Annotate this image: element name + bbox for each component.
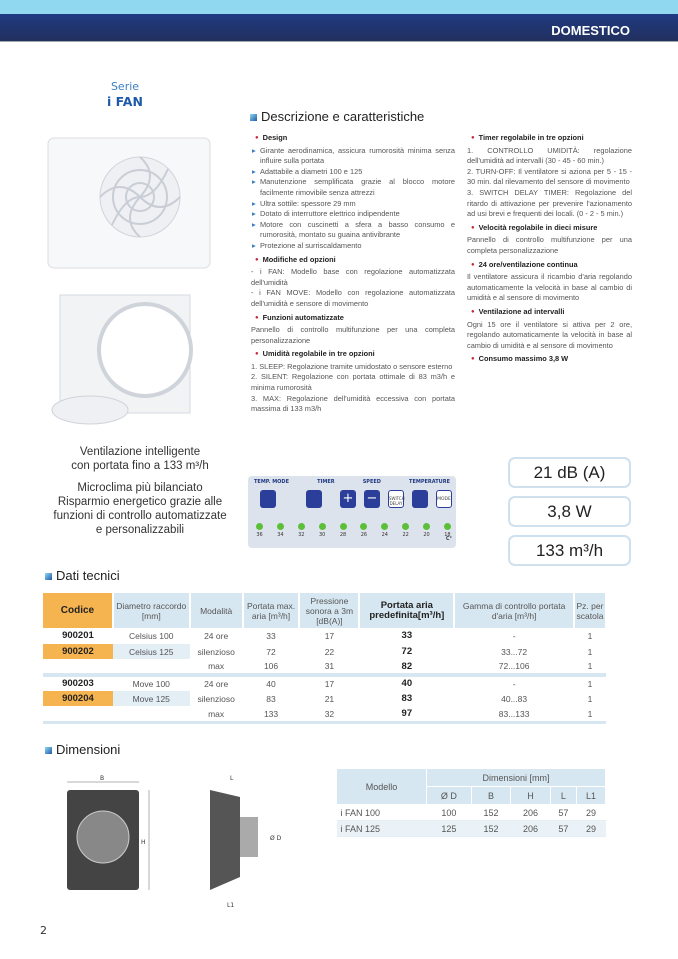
panel-scale-label: 30: [318, 532, 326, 538]
timer-button-icon: [306, 490, 322, 508]
spec-power: 3,8 W: [508, 496, 631, 527]
caption-line: con portata fino a 133 m³/h: [71, 460, 209, 472]
panel-led: [402, 523, 409, 538]
drawing-label-b: B: [100, 775, 105, 782]
feature-text: - i FAN: Modello base con regolazione automatizzata dell'umidità: [251, 267, 455, 287]
cell-max: 133: [243, 706, 300, 722]
feature-bullet: ▸ Dotato di interruttore elettrico indipendente: [251, 209, 455, 220]
feature-bullet: ▸ Girante aerodinamica, assicura rumorosità minima senza influire sulla portata: [251, 146, 455, 167]
feature-text: 1. SLEEP: Regolazione tramite umidostato o sensore esterno: [251, 361, 453, 371]
cell-def: 72: [401, 646, 413, 658]
cell-max: 83: [266, 693, 276, 704]
cell-dim: 57: [550, 821, 576, 837]
plus-icon: +: [340, 490, 356, 508]
description-title: Descrizione e caratteristiche: [261, 109, 425, 124]
feature-bullet: ▸ Adattabile a diametri 100 e 125: [251, 167, 455, 178]
cell-range: -: [454, 675, 574, 691]
table-row: [337, 805, 606, 821]
feature-title: ● Ventilazione ad intervalli: [471, 307, 632, 318]
cell-def: 33: [401, 630, 413, 642]
series-label: Serie: [110, 80, 140, 93]
col-header: Portata max. aria [m³/h]: [243, 593, 300, 628]
panel-led: [360, 523, 367, 538]
col-header: Ø D: [427, 787, 472, 805]
cell-model: [113, 706, 190, 722]
panel-led: [277, 523, 284, 538]
feature-text: 2. SILENT: Regolazione con portata ottimale di 83 m3/h e minima rumorosità: [251, 372, 455, 393]
mode-button: MODE: [436, 490, 452, 508]
feature-text: Pannello di controllo multifunzione per una completa personalizzazione: [467, 235, 632, 255]
col-header: L: [550, 787, 576, 805]
cell-code: 900203: [43, 675, 113, 691]
feature-text: 1. CONTROLLO UMIDITÀ: regolazione dell'umidità ad intervalli (30 - 45 - 60 min.): [467, 145, 632, 166]
cell-dim: 100: [427, 805, 472, 821]
cell-code: 900202: [43, 644, 113, 660]
cell-model: Move 100: [113, 675, 190, 691]
panel-scale-label: 24: [381, 532, 388, 538]
col-header: Modello: [337, 769, 427, 805]
panel-scale-label: 26: [360, 532, 368, 538]
led-icon: [360, 523, 367, 530]
cell-dim: 29: [577, 821, 606, 837]
spec-airflow: 133 m³/h: [508, 535, 631, 566]
caption-line: funzioni di controllo automatizzate: [53, 510, 227, 522]
panel-scale-label: 28: [339, 532, 347, 538]
feature-text: Pannello di controllo multifunzione per una completa personalizzazione: [251, 325, 455, 345]
heading-square-icon: [250, 114, 257, 121]
table-row: [337, 821, 606, 837]
led-icon: [298, 523, 305, 530]
tech-heading: [45, 568, 120, 583]
caption-line: Microclima più bilanciato: [77, 482, 203, 494]
cell-range: 40...83: [501, 693, 528, 704]
cell-db: 32: [299, 706, 359, 722]
cell-max: 33: [266, 630, 276, 641]
cell-mode: silenzioso: [197, 646, 235, 657]
led-icon: [340, 523, 347, 530]
feature-title: ● Umidità regolabile in tre opzioni: [255, 349, 455, 360]
col-header: Modalità: [190, 593, 243, 628]
drawing-label-l1: L1: [227, 902, 235, 909]
header-band: [0, 14, 678, 42]
panel-label: TEMP. MODE: [254, 479, 289, 485]
panel-scale-label: 36: [256, 532, 263, 538]
cell-model: [113, 659, 190, 675]
cell-code: [43, 706, 113, 722]
page-number: 2: [40, 924, 47, 937]
cell-db: 17: [299, 675, 359, 691]
feature-text: - i FAN MOVE: Modello con regolazione automatizzata dell'umidità e sensore di movimento: [251, 288, 455, 308]
col-header: Pressione sonora a 3m [dB(A)]: [299, 593, 359, 628]
panel-led: [319, 523, 326, 538]
cell-max: 40: [243, 675, 300, 691]
feature-title: ● Consumo massimo 3,8 W: [471, 354, 632, 365]
feature-title: ● Design: [255, 133, 455, 144]
description-right-column: [467, 130, 632, 367]
led-icon: [319, 523, 326, 530]
cell-max: 106: [263, 661, 279, 672]
panel-scale-label: 20: [423, 532, 430, 538]
cell-code: 900204: [43, 691, 113, 707]
tech-table: [43, 593, 607, 724]
cell-model: i FAN 100: [337, 805, 427, 821]
cell-mode: max: [190, 706, 243, 722]
panel-scale-label: 18: [444, 532, 451, 538]
minus-icon: −: [364, 490, 380, 508]
panel-led: [423, 523, 430, 538]
cell-code: 900201: [62, 630, 94, 642]
cell-dim: 152: [471, 821, 511, 837]
panel-led: [256, 523, 263, 538]
cell-dim: 29: [577, 805, 606, 821]
cell-pz: 1: [587, 630, 593, 641]
cell-range: 83...133: [454, 706, 574, 722]
table-row: [43, 675, 606, 691]
spec-noise: 21 dB (A): [508, 457, 631, 488]
panel-label: SPEED: [362, 479, 381, 485]
cell-pz: 1: [587, 646, 593, 657]
cell-db: 21: [324, 693, 335, 704]
panel-led: [298, 523, 305, 538]
cell-dim: 206: [511, 805, 551, 821]
feature-text: 3. MAX: Regolazione dell'umidità eccessiva con portata massima di 133 m3/h: [251, 393, 455, 414]
feature-text: Il ventilatore assicura il ricambio d'aria regolando automaticamente la velocità in base al cambio di umidità e al sensore di movimento: [467, 272, 632, 303]
caption-line: Risparmio energetico grazie alle: [57, 496, 223, 508]
cell-pz: 1: [587, 661, 593, 672]
col-header: Dimensioni [mm]: [427, 769, 606, 787]
feature-title: ● Timer regolabile in tre opzioni: [471, 133, 632, 144]
col-header: H: [511, 787, 551, 805]
led-icon: [381, 523, 388, 530]
heading-square-icon: [45, 573, 52, 580]
series-name: i FAN: [107, 94, 143, 109]
header-band-light: [0, 0, 678, 14]
cell-def: 83: [401, 693, 413, 705]
cell-range: -: [512, 630, 516, 641]
tech-title: Dati tecnici: [56, 568, 120, 583]
feature-bullet: ▸ Protezione al surriscaldamento: [251, 241, 455, 252]
cell-db: 31: [324, 661, 335, 672]
cell-dim: 125: [427, 821, 472, 837]
dimension-drawings: [45, 772, 315, 912]
col-header: Pz. per scatola: [574, 593, 606, 628]
table-row: [43, 706, 606, 722]
description-left-column: [251, 130, 455, 415]
fan-exploded-image: [45, 290, 215, 435]
switch-delay-button: SWITCH DELAY: [388, 490, 404, 508]
description-heading: [250, 109, 424, 124]
panel-scale-label: 22: [402, 532, 409, 538]
panel-scale: [256, 523, 451, 538]
cell-dim: 57: [550, 805, 576, 821]
feature-bullet: ▸ Manutenzione semplificata grazie al blocco motore facilmente rimovibile senza attrezzi: [251, 177, 455, 198]
drawing-label-d: Ø D: [270, 835, 282, 842]
cell-mode: 24 ore: [190, 675, 243, 691]
table-row: [43, 691, 606, 707]
cell-range: 72...106: [498, 661, 530, 672]
col-header: L1: [577, 787, 606, 805]
table-row: [43, 628, 606, 644]
led-icon: [256, 523, 263, 530]
control-panel-image: [248, 476, 456, 548]
feature-text: 3. SWITCH DELAY TIMER: Regolazione del ritardo di attivazione per prevenire l'azionamento ad usi brevi e frequenti dei locali. (0 - 2 - 5 min.): [467, 187, 632, 219]
drawing-label-l: L: [230, 775, 234, 782]
cell-dim: 206: [511, 821, 551, 837]
col-header: Diametro raccordo [mm]: [113, 593, 190, 628]
panel-unit: C°: [445, 536, 452, 542]
cell-def: 97: [359, 706, 454, 722]
panel-scale-label: 32: [298, 532, 305, 538]
panel-led: [340, 523, 347, 538]
feature-title: ● Modifiche ed opzioni: [255, 255, 455, 266]
cell-mode: 24 ore: [204, 630, 229, 641]
col-header: Portata aria predefinita[m³/h]: [359, 593, 454, 628]
col-header: B: [471, 787, 511, 805]
dimensions-table: [336, 768, 606, 837]
cell-model: Celsius 100: [129, 630, 174, 641]
panel-led: [381, 523, 388, 538]
led-icon: [277, 523, 284, 530]
feature-title: ● Funzioni automatizzate: [255, 313, 455, 324]
panel-label: TEMPERATURE: [409, 479, 450, 485]
feature-title: ● 24 ore/ventilazione continua: [471, 260, 632, 271]
feature-bullet: ▸ Motore con cuscinetti a sfera a basso consumo e rumorosità, montato su guaina antivibrante: [251, 220, 455, 241]
cell-code: [43, 659, 113, 675]
cell-pz: 1: [574, 706, 606, 722]
feature-text: Ogni 15 ore il ventilatore si attiva per 2 ore, regolando automaticamente la velocità in base al cambio di umidità e al sensore di movimento: [467, 319, 632, 350]
caption-line: Ventilazione intelligente: [79, 446, 201, 458]
cell-range: 33...72: [501, 646, 528, 657]
feature-title: ● Velocità regolabile in dieci misure: [471, 223, 632, 234]
table-row: [43, 659, 606, 675]
cell-model: Move 125: [113, 691, 190, 707]
temperature-button-icon: [412, 490, 428, 508]
drawing-label-h: H: [141, 839, 146, 846]
cell-mode: silenzioso: [197, 693, 235, 704]
cell-dim: 152: [471, 805, 511, 821]
led-icon: [423, 523, 430, 530]
cell-db: 22: [324, 646, 335, 657]
table-row: [43, 644, 606, 660]
cell-model: Celsius 125: [113, 644, 190, 660]
panel-label: TIMER: [317, 479, 335, 485]
section-title: DOMESTICO: [551, 23, 630, 38]
cell-max: 72: [266, 646, 276, 657]
cell-db: 17: [324, 630, 335, 641]
col-header: Codice: [43, 593, 113, 628]
feature-bullet: ▸ Ultra sottile: spessore 29 mm: [251, 199, 455, 210]
fan-product-image: [45, 135, 217, 275]
cell-def: 82: [401, 660, 413, 672]
dims-heading: [45, 742, 120, 757]
col-header: Gamma di controllo portata d'aria [m³/h]: [454, 593, 574, 628]
cell-def: 40: [359, 675, 454, 691]
caption-line: e personalizzabili: [95, 524, 185, 536]
panel-scale-label: 34: [277, 532, 284, 538]
cell-pz: 1: [587, 693, 593, 704]
led-icon: [444, 523, 451, 530]
feature-text: 2. TURN-OFF: Il ventilatore si aziona per 5 - 15 - 30 min. dal rilevamento del sensore di movimento: [467, 166, 632, 187]
cell-model: i FAN 125: [337, 821, 427, 837]
cell-pz: 1: [574, 675, 606, 691]
heading-square-icon: [45, 747, 52, 754]
temp-mode-button-icon: [260, 490, 276, 508]
led-icon: [402, 523, 409, 530]
dims-title: Dimensioni: [56, 742, 121, 757]
cell-mode: max: [208, 661, 225, 672]
